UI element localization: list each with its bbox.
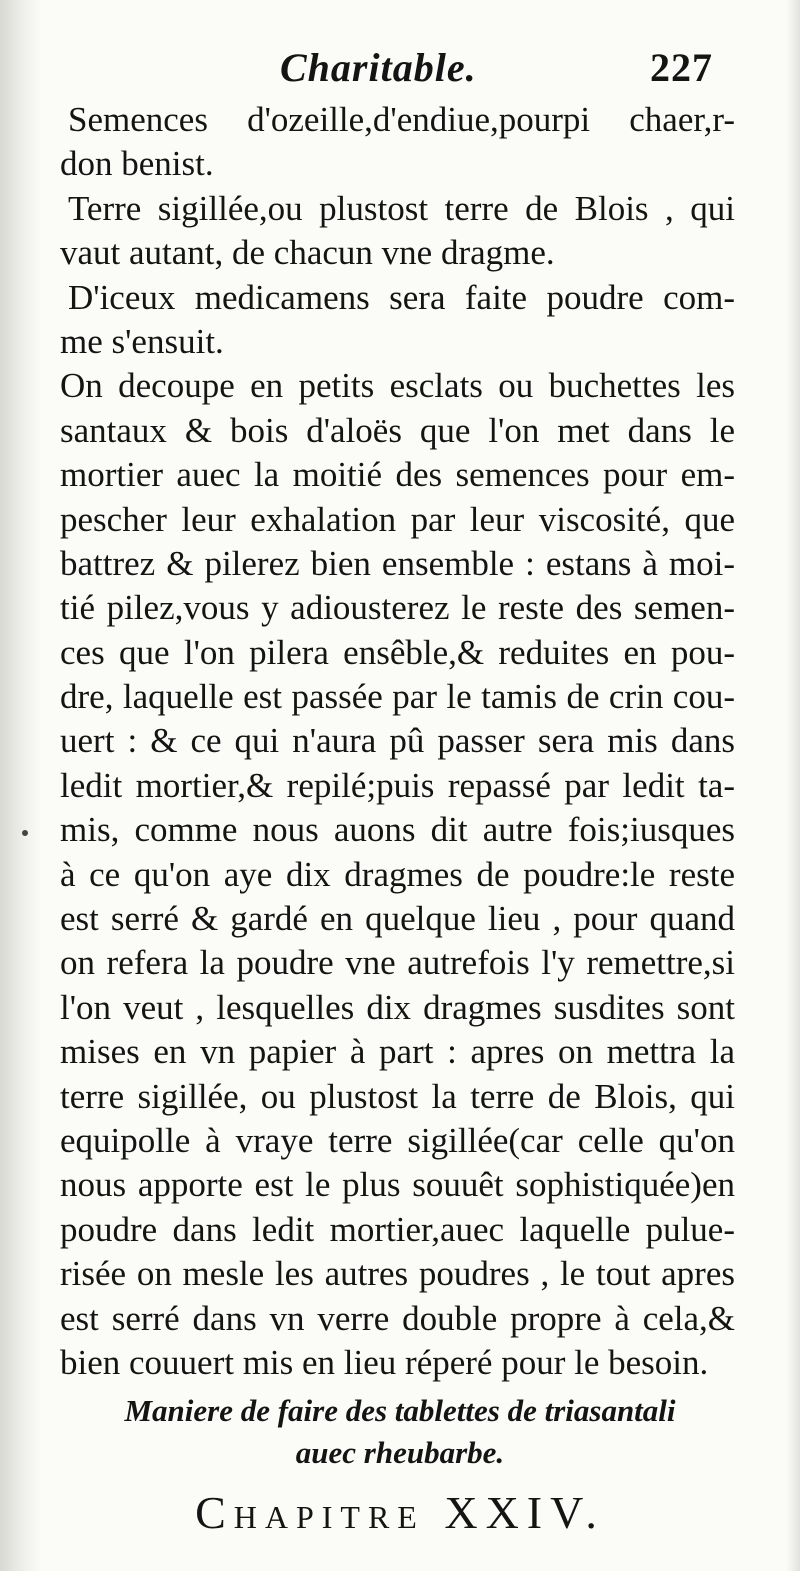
section-subheading: auec rheubarbe. [295,1435,505,1470]
text-line: On decoupe en petits esclats ou buchettes les [60,366,735,406]
text-line: Semences d'ozeille,d'endiue,pourpi chaer,r- [68,100,735,139]
page-edge-shadow [786,0,800,1571]
text-line: bien couuert mis en lieu réperé pour le besoin. [60,1342,709,1382]
page-number: 227 [650,45,713,90]
text-line: santaux & bois d'aloës que l'on met dans le [60,410,735,450]
text-line: poudre dans ledit mortier,auec laquelle pulue- [60,1209,735,1249]
chapter-title [0,1482,800,1544]
text-line: dre, laquelle est passée par le tamis de crin cou- [60,677,735,717]
section-subheading: Maniere de faire des tablettes de triasantali [124,1393,676,1428]
text-line: battrez & pilerez bien ensemble : estans à moi- [60,543,735,583]
chapter-heading-block [0,1390,800,1544]
text-line: mises en vn papier à part : apres on mettra la [60,1032,735,1072]
text-line: à ce qu'on aye dix dragmes de poudre:le reste [60,854,735,894]
text-line: est serré dans vn verre double propre à cela,& [60,1298,735,1338]
text-line: est serré & gardé en quelque lieu , pour quand [60,899,735,939]
body-text [60,98,735,1385]
text-line: mortier auec la moitié des semences pour em- [60,455,735,495]
margin-mark [22,830,28,836]
text-line: ces que l'on pilera ensêble,& reduites en pou- [60,632,735,672]
text-line: nous apporte est le plus souuêt sophistiquée)en [60,1165,735,1205]
gutter-shadow [0,0,42,1571]
chapter-number: XXIV. [444,1487,605,1538]
text-line: terre sigillée, ou plustost la terre de Blois, qui [60,1076,735,1116]
text-line: equipolle à vraye terre sigillée(car celle qu'on [60,1120,735,1160]
text-line: l'on veut , lesquelles dix dragmes susdites sont [60,987,735,1027]
text-line: mis, comme nous auons dit autre fois;iusques [60,810,735,850]
text-line: on refera la poudre vne autrefois l'y remettre,si [60,943,735,983]
text-line: D'iceux medicamens sera faite poudre com- [68,277,735,317]
text-line: Terre sigillée,ou plustost terre de Blois , qui [68,188,735,228]
chapter-word: Chapitre [195,1487,425,1538]
text-line: pescher leur exhalation par leur viscosité, que [60,499,735,539]
text-line: ledit mortier,& repilé;puis repassé par ledit ta- [60,765,735,805]
text-line: uert : & ce qui n'aura pû passer sera mis dans [60,721,735,761]
text-line: me s'ensuit. [60,321,224,361]
text-line: don benist. [60,144,214,184]
page-header [0,44,800,94]
text-line: vaut autant, de chacun vne dragme. [60,233,555,273]
running-head: Charitable. [280,45,477,90]
text-line: risée on mesle les autres poudres , le tout apres [60,1254,735,1294]
text-line: tié pilez,vous y adiousterez le reste des semen- [60,588,735,628]
